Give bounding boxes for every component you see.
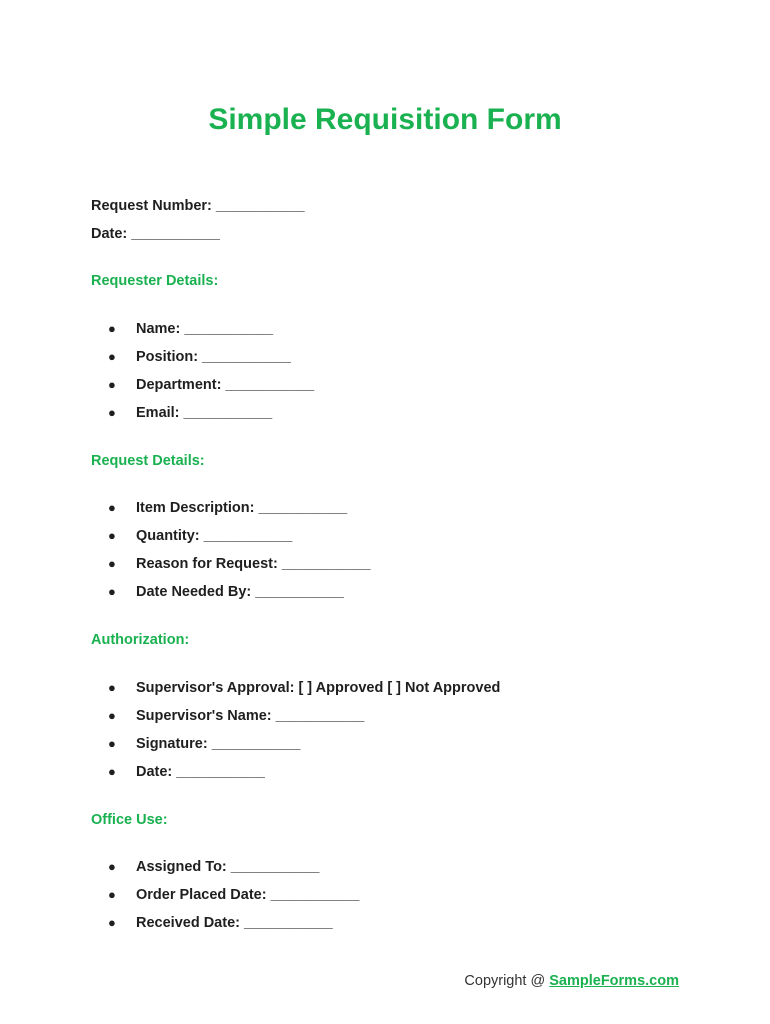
list-item (108, 404, 314, 432)
bullet-icon: ● (108, 736, 116, 751)
list-item-label: Name: ___________ (136, 321, 274, 337)
section-heading-requester-details: Requester Details: (91, 273, 219, 289)
page-title: Simple Requisition Form (208, 103, 562, 136)
bullet-icon: ● (108, 500, 116, 515)
list-item-label: Signature: ___________ (136, 736, 301, 752)
list-item (108, 914, 359, 942)
copyright-footer (464, 973, 679, 989)
bullet-icon: ● (108, 859, 116, 874)
list-item (108, 679, 500, 707)
sampleforms-link[interactable]: SampleForms.com (549, 973, 679, 989)
bullet-icon: ● (108, 405, 116, 420)
bullet-icon: ● (108, 708, 116, 723)
list-item-label: Assigned To: ___________ (136, 859, 320, 875)
copyright-text: Copyright @ (464, 973, 550, 989)
list-item-label: Item Description: ___________ (136, 500, 348, 516)
list-item (108, 735, 500, 763)
list-item (108, 583, 371, 611)
bullet-icon: ● (108, 377, 116, 392)
list-item-label: Department: ___________ (136, 377, 315, 393)
list-item-label: Order Placed Date: ___________ (136, 887, 360, 903)
list-item (108, 858, 359, 886)
list-item (108, 348, 314, 376)
bullet-icon: ● (108, 680, 116, 695)
list-item (108, 499, 371, 527)
list-item (108, 527, 371, 555)
section-heading-authorization: Authorization: (91, 632, 190, 648)
list-item (108, 886, 359, 914)
bullet-icon: ● (108, 528, 116, 543)
bullet-icon: ● (108, 349, 116, 364)
authorization-list (108, 679, 500, 791)
bullet-icon: ● (108, 915, 116, 930)
section-heading-request-details: Request Details: (91, 453, 205, 469)
section-heading-office-use: Office Use: (91, 812, 168, 828)
list-item-label: Date: ___________ (136, 764, 265, 780)
list-item-label: Received Date: ___________ (136, 915, 333, 931)
bullet-icon: ● (108, 584, 116, 599)
list-item-label: Position: ___________ (136, 349, 291, 365)
request-number-field: Request Number: ___________ (91, 198, 305, 214)
requester-details-list (108, 320, 314, 432)
list-item (108, 707, 500, 735)
list-item-label: Email: ___________ (136, 405, 273, 421)
request-details-list (108, 499, 371, 611)
list-item-label: Quantity: ___________ (136, 528, 293, 544)
bullet-icon: ● (108, 556, 116, 571)
list-item (108, 376, 314, 404)
list-item (108, 320, 314, 348)
date-field: Date: ___________ (91, 226, 220, 242)
bullet-icon: ● (108, 764, 116, 779)
list-item-label: Date Needed By: ___________ (136, 584, 344, 600)
bullet-icon: ● (108, 321, 116, 336)
list-item (108, 763, 500, 791)
list-item-label: Reason for Request: ___________ (136, 556, 371, 572)
list-item (108, 555, 371, 583)
office-use-list (108, 858, 359, 942)
bullet-icon: ● (108, 887, 116, 902)
list-item-label: Supervisor's Name: ___________ (136, 708, 365, 724)
list-item-label: Supervisor's Approval: [ ] Approved [ ] Not Approved (136, 680, 501, 696)
